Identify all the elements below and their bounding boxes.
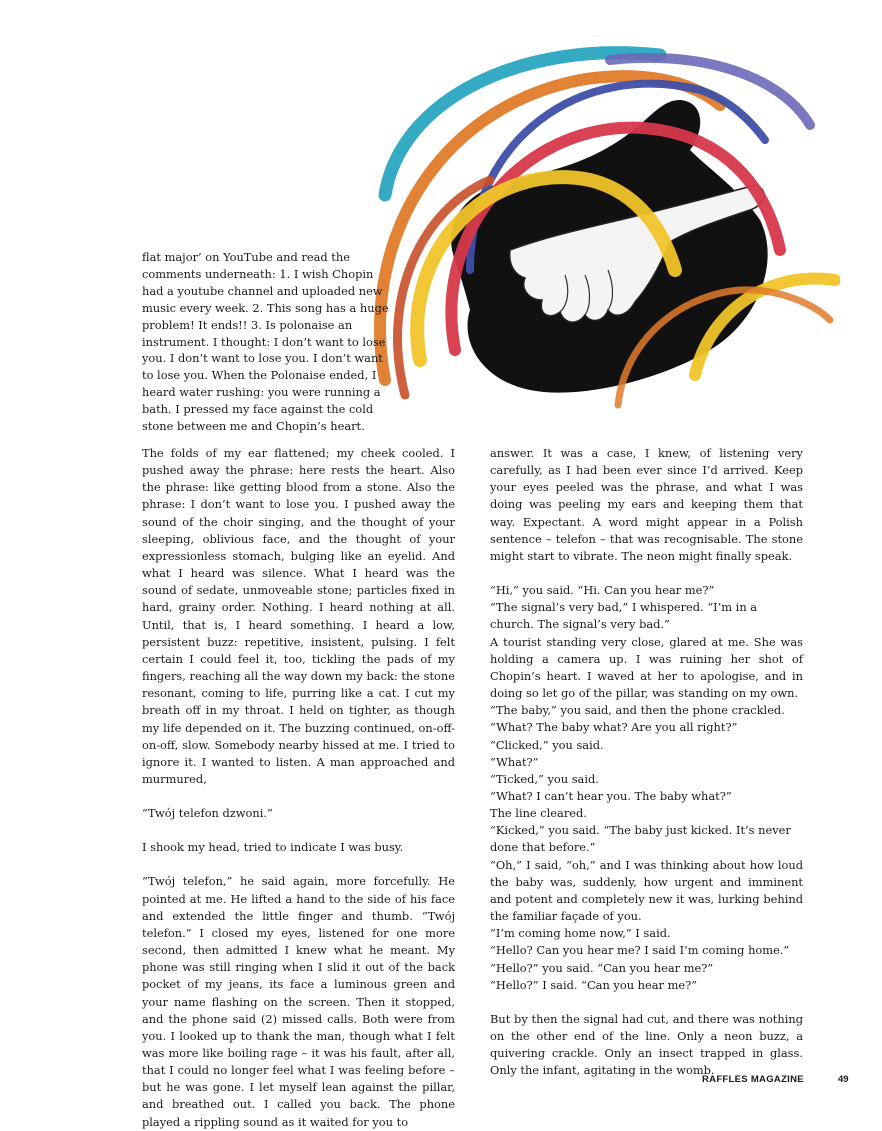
- paragraph: answer. It was a case, I knew, of listening very carefully, as I had been ever since I’d arrived. Keep your eyes peeled was the phrase, and what I was doing was peeling my ears and keeping them that way. Expectant. A word might appear in a Polish sentence – telefon – that was recognisable. The stone might start to vibrate. The neon might finally speak.: [490, 446, 803, 563]
- dialogue-line: “Clicked,” you said.: [490, 737, 604, 752]
- right-column: [490, 445, 803, 1079]
- paragraph: “Twój telefon,” he said again, more forcefully. He pointed at me. He lifted a hand to the side of his face and extended the little finger and thumb. “Twój telefon.” I closed my eyes, listened for one more second, then admitted I knew what he meant. My phone was still ringing when I slid it out of the back pocket of my jeans, its face a luminous green and your name flashing on the screen. Then it stopped, and the phone said (2) missed calls. Both were from you. I looked up to thank the man, though what I felt was more like boiling rage – it was his fault, after all, that I could no longer feel what I was feeling before – but he was gone. I let myself lean against the pillar, and breathed out. I called you back. The phone played a rippling sound as it waited for you to: [142, 874, 455, 1129]
- dialogue-line: “Hello?” I said. “Can you hear me?”: [490, 977, 698, 992]
- dialogue-line: “What? I can’t hear you. The baby what?”: [490, 788, 732, 803]
- dialogue-line: “What?”: [490, 754, 539, 769]
- paragraph: A tourist standing very close, glared at me. She was holding a camera up. I was ruining her shot of Chopin’s heart. I waved at her to apologise, and in doing so let go of the pillar, was standing on my own.: [490, 634, 803, 701]
- magazine-name: RAFFLES MAGAZINE: [702, 1074, 804, 1085]
- paragraph: I shook my head, tried to indicate I was busy.: [142, 840, 404, 855]
- intro-paragraph-block: [142, 249, 390, 435]
- dialogue-line: “What? The baby what? Are you all right?”: [490, 720, 738, 735]
- hand-heart-illustration-icon: [360, 20, 840, 410]
- paragraph: “Oh,” I said, “oh,” and I was thinking about how loud the baby was, suddenly, how urgent and imminent and potent and completely new it was, lurking behind the familiar façade of you.: [490, 857, 803, 924]
- dialogue-line: “Twój telefon dzwoni.”: [142, 806, 273, 821]
- intro-paragraph: flat major’ on YouTube and read the comments underneath: 1. I wish Chopin had a youtube channel and uploaded new music every week. 2. This song has a huge problem! It ends!! 3. Is polonaise an instrument. I thought: I don’t want to lose you. I don’t want to lose you. I don’t want to lose you. When the Polonaise ended, I heard water rushing: you were running a bath. I pressed my face against the cold stone between me and Chopin’s heart.: [142, 250, 389, 434]
- dialogue-line: “Hello?” you said. “Can you hear me?”: [490, 960, 714, 975]
- dialogue-line: “The baby,” you said, and then the phone crackled.: [490, 703, 785, 718]
- dialogue-line: “I’m coming home now,” I said.: [490, 926, 671, 941]
- page-number: 49: [838, 1074, 849, 1085]
- dialogue-line: “The signal’s very bad,” I whispered. “I’m in a church. The signal’s very bad.”: [490, 600, 758, 632]
- dialogue-line: “Hello? Can you hear me? I said I’m coming home.”: [490, 943, 790, 958]
- left-column: [142, 445, 455, 1131]
- dialogue-line: “Kicked,” you said. “The baby just kicked. It’s never done that before.”: [490, 823, 791, 855]
- paragraph: The folds of my ear flattened; my cheek cooled. I pushed away the phrase: here rests the heart. Also the phrase: like getting blood from a stone. Also the phrase: I don’t want to lose you. I pushed away the sound of the choir singing, and the thought of your sleeping, oblivious face, and the thought of your expressionless stomach, bulging like an eyelid. And what I heard was silence. What I heard was the sound of sedate, unmoveable stone; particles fixed in hard, grainy order. Nothing. I heard nothing at all. Until, that is, I heard something. I heard a low, persistent buzz: repetitive, insistent, pulsing. I felt certain I could feel it, too, tickling the pads of my fingers, reaching all the way down my back: the stone resonant, coming to life, purring like a cat. I cut my breath off in my throat. I held on tighter, as though my life depended on it. The buzzing continued, on-off-on-off, slow. Somebody nearby hissed at me. I tried to ignore it. I wanted to listen. A man approached and murmured,: [142, 446, 455, 786]
- dialogue-line: The line cleared.: [490, 806, 587, 821]
- dialogue-line: “Hi,” you said. “Hi. Can you hear me?”: [490, 583, 715, 598]
- dialogue-line: “Ticked,” you said.: [490, 771, 599, 786]
- paragraph: But by then the signal had cut, and there was nothing on the other end of the line. Only a neon buzz, a quivering crackle. Only an insect trapped in glass. Only the infant, agitating in the womb.: [490, 1011, 803, 1078]
